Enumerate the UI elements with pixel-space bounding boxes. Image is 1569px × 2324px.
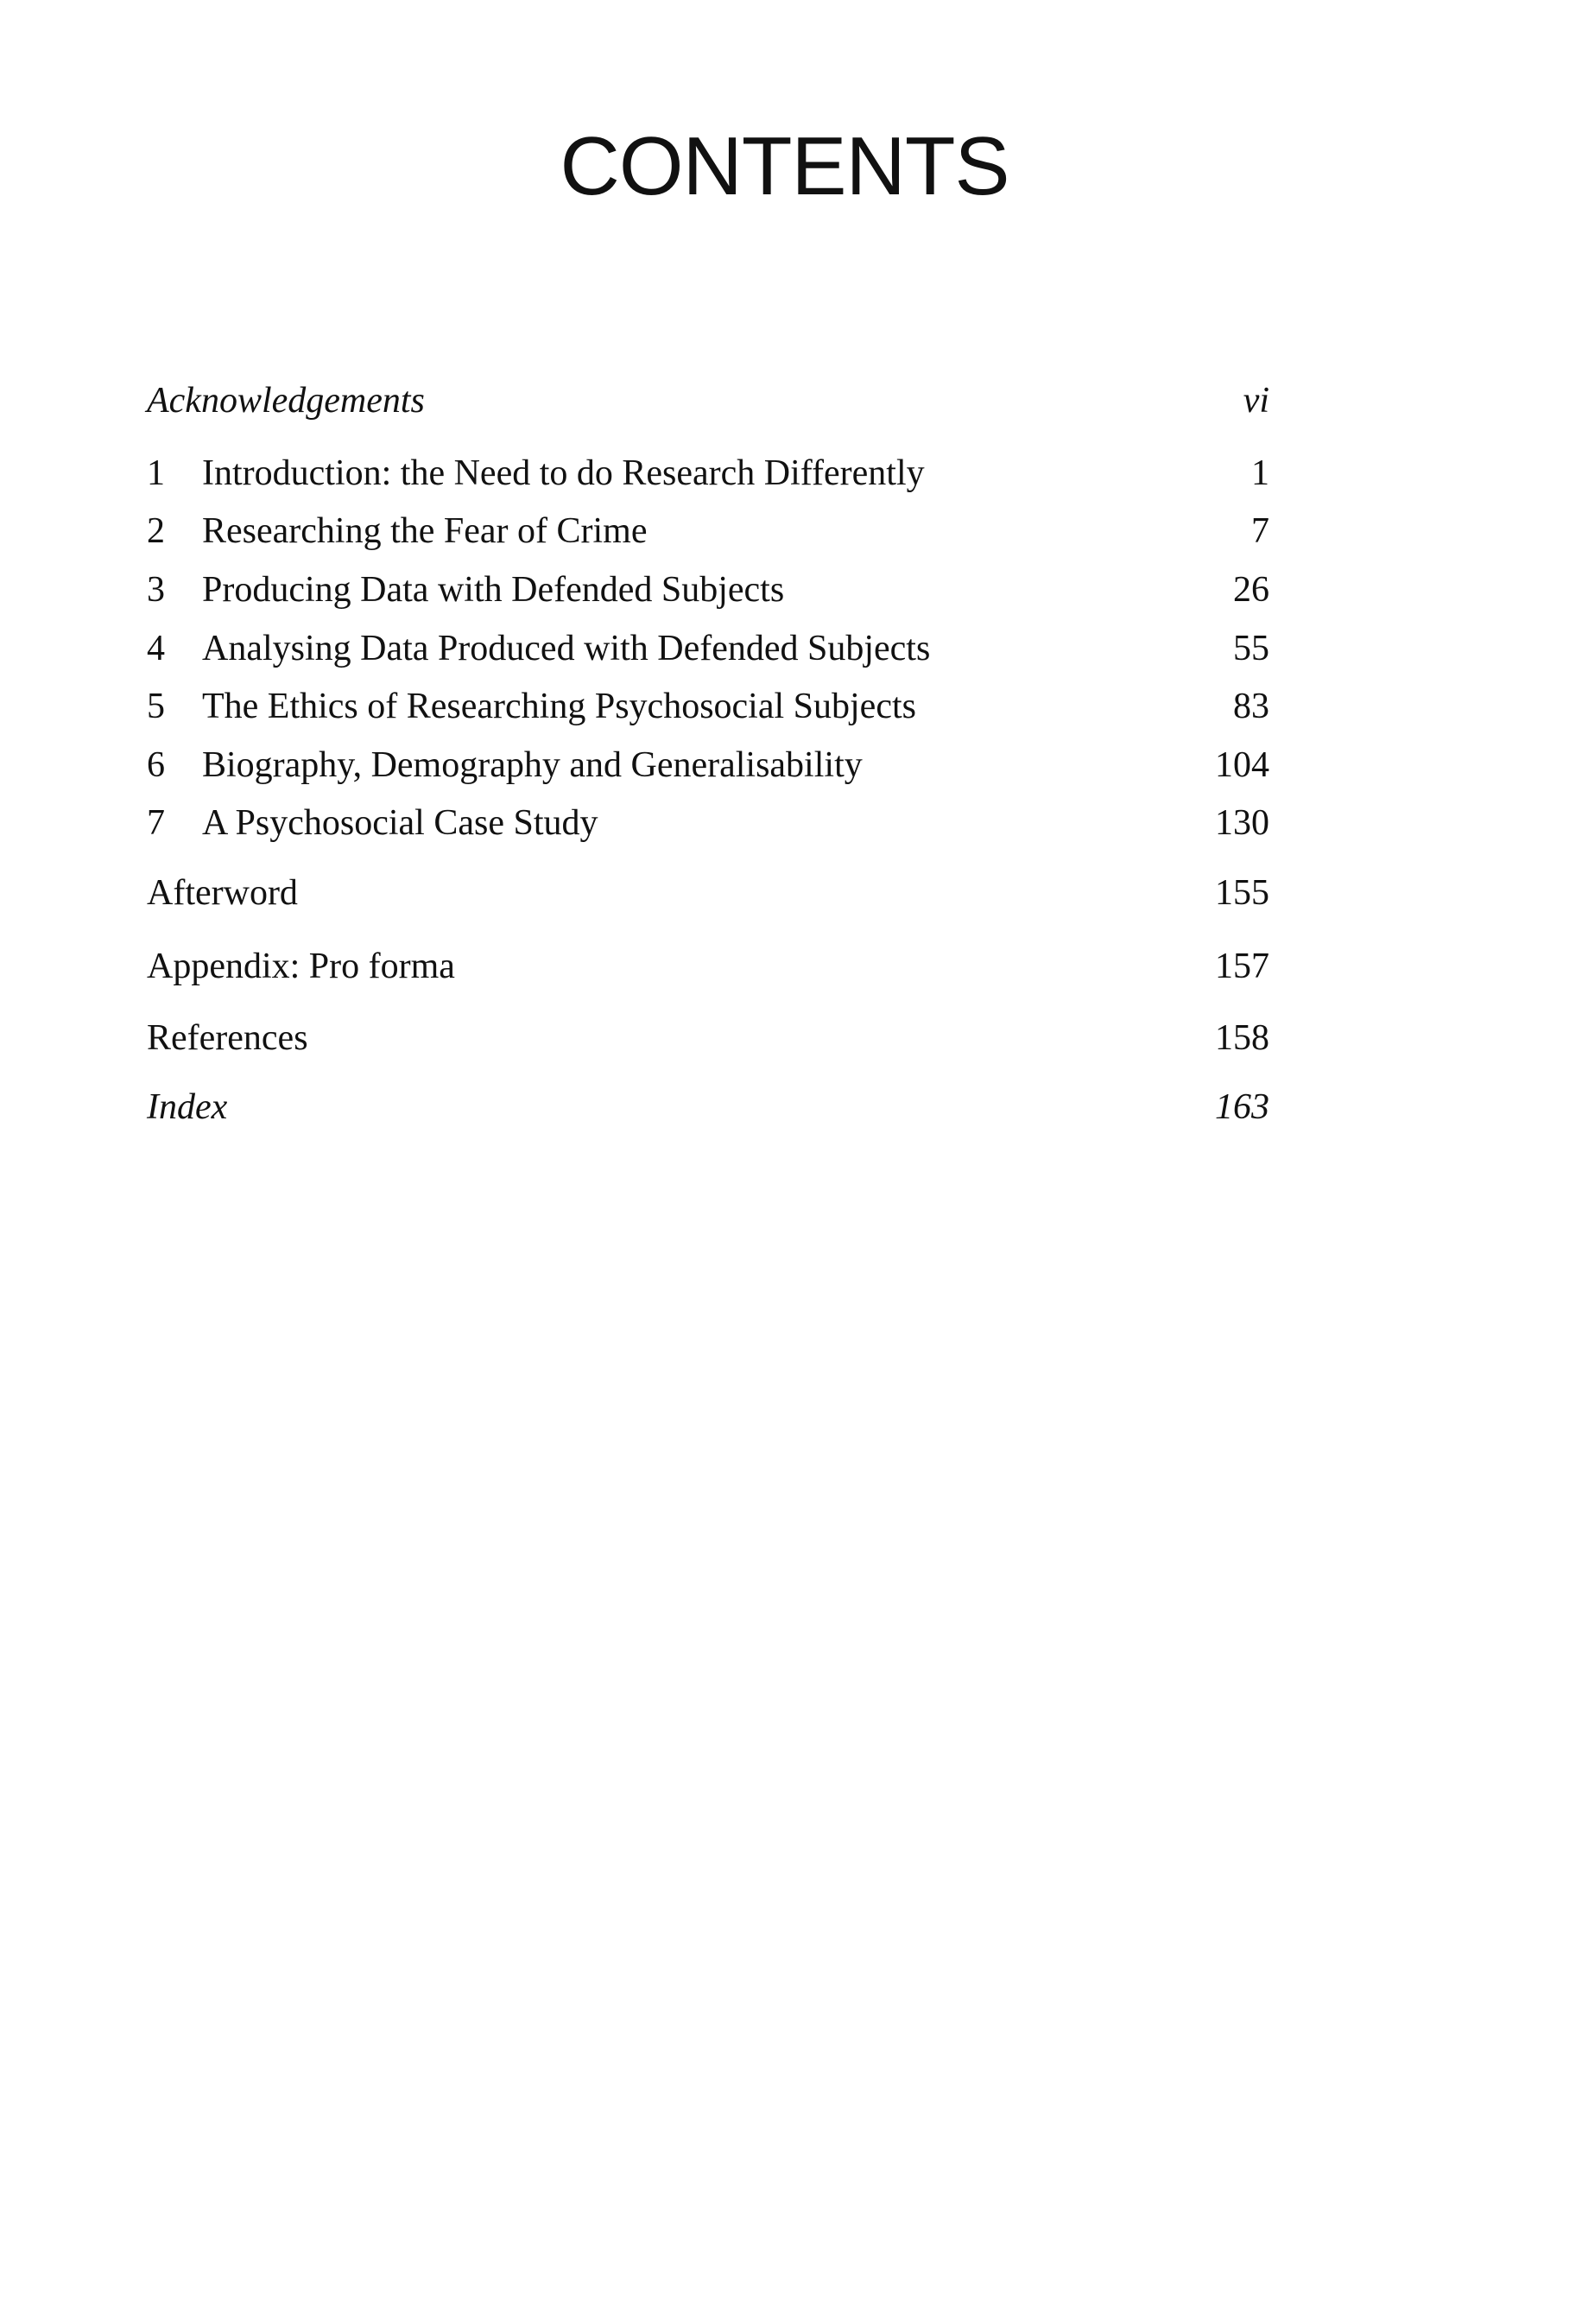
- chapter-page: 104: [1215, 745, 1269, 785]
- chapter-title: Analysing Data Produced with Defended Subjects: [202, 629, 931, 668]
- toc-entry-title: References: [147, 1018, 308, 1058]
- toc-entry-page: 157: [1215, 947, 1269, 986]
- toc-entry-appendix: [147, 940, 1269, 992]
- toc-entry-page: 155: [1215, 873, 1269, 913]
- toc-chapter-7: [147, 797, 1269, 849]
- chapter-title: The Ethics of Researching Psychosocial Subjects: [202, 687, 916, 726]
- chapter-number: 5: [147, 687, 165, 726]
- toc-chapter-4: [147, 623, 1269, 674]
- toc-entry-title: Index: [147, 1087, 228, 1127]
- toc-entry-page: 163: [1215, 1087, 1269, 1127]
- toc-entry-page: vi: [1243, 381, 1269, 421]
- chapter-number: 4: [147, 629, 165, 668]
- toc-entry-title: Appendix: Pro forma: [147, 947, 455, 986]
- chapter-number: 3: [147, 570, 165, 610]
- toc-chapter-2: [147, 505, 1269, 557]
- toc-entry-acknowledgements: [147, 375, 1269, 427]
- chapter-title: Introduction: the Need to do Research Differently: [202, 453, 925, 493]
- chapter-page: 26: [1233, 570, 1269, 610]
- toc-chapter-1: [147, 447, 1269, 499]
- toc-entry-afterword: [147, 867, 1269, 919]
- chapter-number: 2: [147, 511, 165, 551]
- page-title: CONTENTS: [560, 120, 1009, 212]
- chapter-title: Biography, Demography and Generalisability: [202, 745, 863, 785]
- chapter-title: A Psychosocial Case Study: [202, 803, 598, 843]
- toc-chapter-3: [147, 564, 1269, 616]
- chapter-number: 7: [147, 803, 165, 843]
- chapter-page: 130: [1215, 803, 1269, 843]
- toc-chapter-6: [147, 739, 1269, 791]
- chapter-page: 55: [1233, 629, 1269, 668]
- chapter-page: 7: [1251, 511, 1269, 551]
- toc-chapter-5: [147, 681, 1269, 732]
- chapter-page: 83: [1233, 687, 1269, 726]
- chapter-page: 1: [1251, 453, 1269, 493]
- toc-entry-title: Acknowledgements: [147, 381, 425, 421]
- toc-entry-page: 158: [1215, 1018, 1269, 1058]
- toc-entry-title: Afterword: [147, 873, 298, 913]
- chapter-number: 1: [147, 453, 165, 493]
- toc-entry-index: [147, 1081, 1269, 1133]
- chapter-title: Researching the Fear of Crime: [202, 511, 648, 551]
- chapter-title: Producing Data with Defended Subjects: [202, 570, 785, 610]
- chapter-number: 6: [147, 745, 165, 785]
- toc-entry-references: [147, 1012, 1269, 1064]
